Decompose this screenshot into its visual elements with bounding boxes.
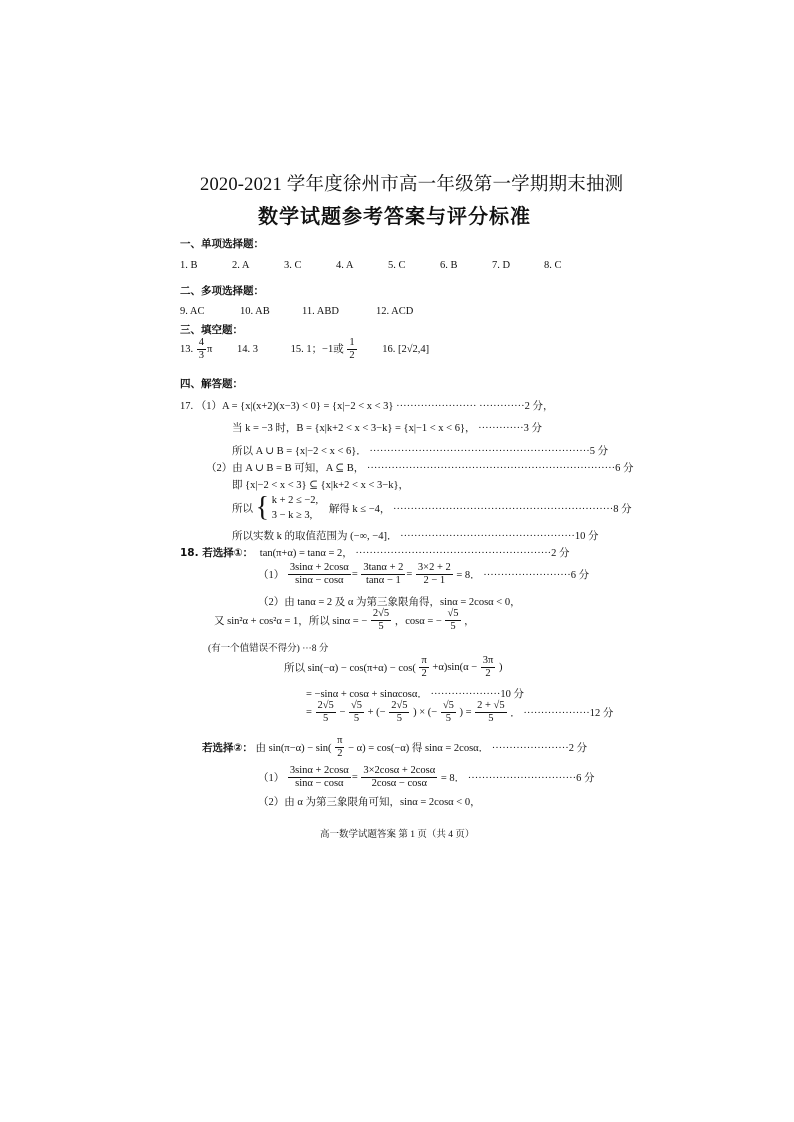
answer: 3. C bbox=[284, 260, 302, 271]
brace-icon: { bbox=[255, 492, 270, 523]
q17-line: 当 k = −3 时，B = {x|k+2 < x < 3−k} = {x|−1 < x < 6}， ·············3 分 bbox=[232, 423, 542, 434]
q18-line: 若选择②： 由 sin(π−α) − sin( $\frac{\pi}{2}$ − α) = cos(−α) 得 sinα = 2cosα． ······················2 分 bbox=[202, 735, 588, 759]
q18-line: （2）由 tanα = 2 及 α 为第三象限角得，sinα = 2cosα < 0， bbox=[258, 597, 521, 608]
q15-answer: 15. 1；−1或 bbox=[290, 343, 344, 355]
q18-line: 又 sin²α + cos²α = 1，所以 sinα = − $\frac{2√5}{5}$ ，cosα = − $\frac{√5}{5}$ ， bbox=[214, 608, 475, 632]
answer-row bbox=[180, 260, 562, 271]
answer: 6. B bbox=[440, 260, 458, 271]
choice-label: 若选择②： bbox=[202, 742, 253, 754]
q18-line: （2）由 α 为第三象限角可知，sinα = 2cosα < 0， bbox=[258, 797, 481, 808]
section-heading: 二、多项选择题： bbox=[180, 285, 264, 297]
fraction: $\frac{1}{2}$ bbox=[349, 337, 355, 361]
q17-line: 所以实数 k 的取值范围为 (−∞, −4]． ··················································10 分 bbox=[232, 531, 599, 542]
answer: 1. B bbox=[180, 260, 198, 271]
answer: 5. C bbox=[388, 260, 406, 271]
answer: 12. ACD bbox=[376, 306, 414, 317]
choice-label: 18. 若选择①： bbox=[180, 547, 254, 559]
section-heading: 一、单项选择题： bbox=[180, 238, 264, 250]
answer: 9. AC bbox=[180, 306, 205, 317]
q18-line: 所以 sin(−α) − cos(π+α) − cos( $\frac{\pi}{2}$ +α)sin(α − $\frac{3\pi}{2}$ ) bbox=[284, 655, 503, 679]
q14-answer: 14. 3 bbox=[236, 343, 258, 355]
answer: 8. C bbox=[544, 260, 562, 271]
q18-line: = −sinα + cosα + sinαcosα． ····················10 分 bbox=[306, 689, 524, 700]
page-subtitle: 数学试题参考答案与评分标准 bbox=[258, 204, 531, 228]
q17-line: 17. （1）A = {x|(x+2)(x−3) < 0} = {x|−2 < x < 3} ······················· ·············2 分， bbox=[180, 401, 554, 412]
q18-line: （1） $\frac{3\sin\alpha + 2\cos\alpha}{\sin\alpha - \cos\alpha}$ = $\frac{3\times 2\cos\alpha + 2\cos\alpha}{2\cos\alpha - \cos\alpha}$ = 8． ·······························6 分 bbox=[258, 765, 595, 789]
answer: 4. A bbox=[336, 260, 354, 271]
q13-label: 13. bbox=[180, 343, 194, 355]
answer: 11. ABD bbox=[302, 306, 339, 317]
q16-answer: 16. [2√2,4] bbox=[382, 343, 430, 355]
pi-symbol: π bbox=[207, 343, 213, 355]
section-heading: 四、解答题： bbox=[180, 378, 243, 390]
answer: 10. AB bbox=[240, 306, 270, 317]
q18-line: 18. 若选择①： tan(π+α) = tanα = 2， ························································2 分 bbox=[180, 547, 570, 559]
page-title: 2020-2021 学年度徐州市高一年级第一学期期末抽测 bbox=[200, 175, 624, 195]
answer: 2. A bbox=[232, 260, 250, 271]
q18-line: （1） $\frac{3\sin\alpha + 2\cos\alpha}{\sin\alpha - \cos\alpha}$ = $\frac{3\tan\alpha + 2}{\tan\alpha - 1}$ = $\frac{3\times 2 + 2}{2 - 1}$ = 8． ·························6 分 bbox=[258, 562, 590, 586]
answer-row bbox=[180, 306, 413, 317]
section-heading: 三、填空题： bbox=[180, 324, 243, 336]
q18-line: (有一个值错误不得分) ···8 分 bbox=[208, 644, 329, 654]
q18-line: = $\frac{2√5}{5}$ − $\frac{√5}{5}$ + (− $\frac{2√5}{5}$ ) × (− $\frac{√5}{5}$ ) = $\frac{2 + √5}{5}$ ． ···················12 分 bbox=[306, 700, 614, 724]
page-footer: 高一数学试题答案 第 1 页（共 4 页） bbox=[320, 830, 475, 840]
answer-row bbox=[180, 337, 429, 362]
q17-system: 所以 { k + 2 ≤ −2, 3 − k ≥ 3, 解得 k ≤ −4， ·······························································8 分 bbox=[232, 492, 632, 523]
answer: 7. D bbox=[492, 260, 511, 271]
q17-line: 所以 A ∪ B = {x|−2 < x < 6}． ·······························································5 分 bbox=[232, 446, 609, 457]
q17-line: 即 {x|−2 < x < 3} ⊆ {x|k+2 < x < 3−k}， bbox=[232, 480, 409, 491]
q17-line: （2）由 A ∪ B = B 可知，A ⊆ B， ·······································································6 分 bbox=[206, 463, 634, 474]
fraction: $\frac{4}{3}$ bbox=[198, 337, 204, 361]
